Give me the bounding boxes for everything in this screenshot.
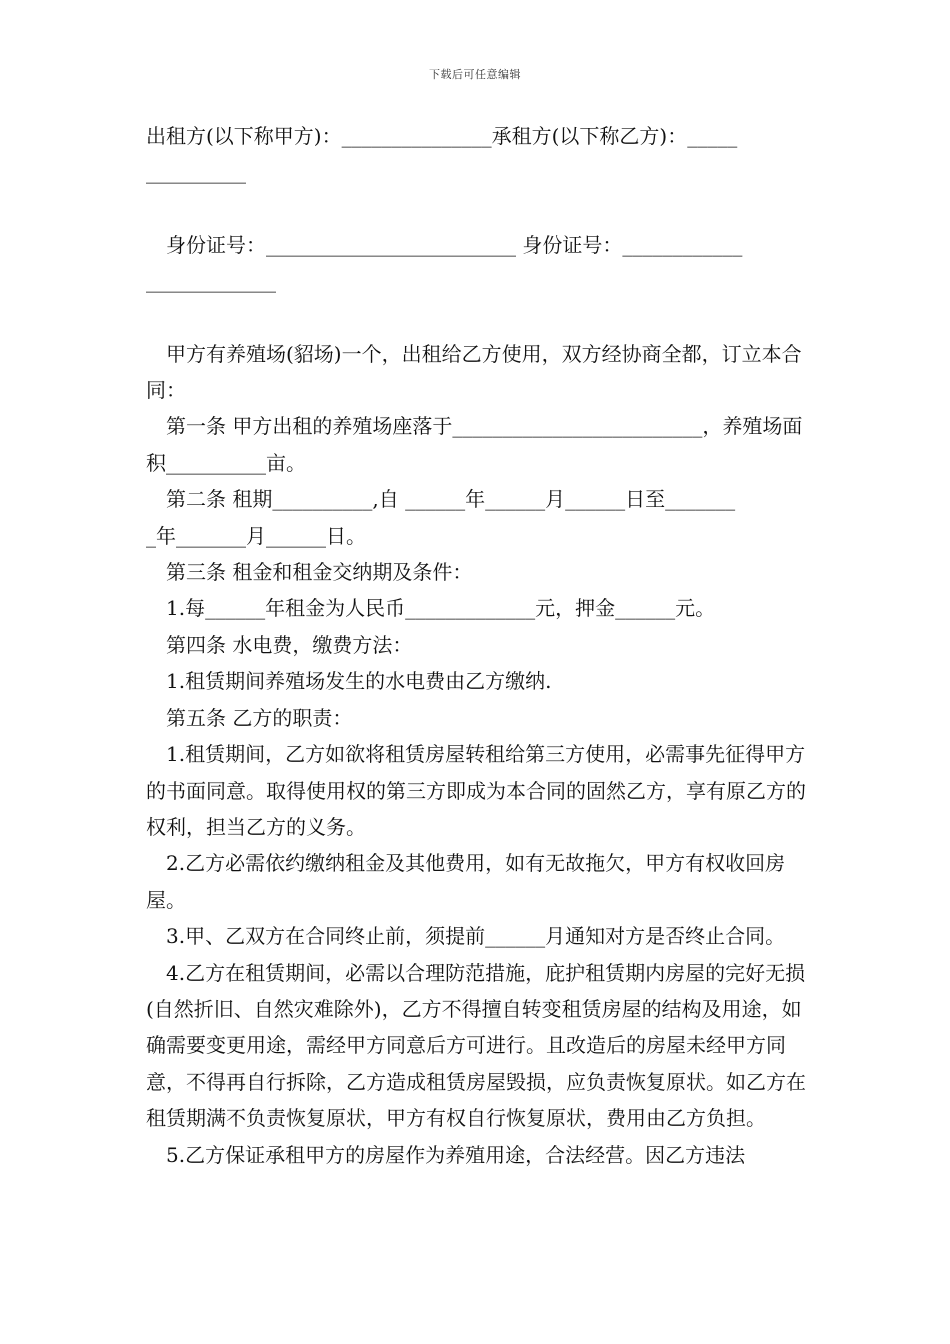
article-5-item-2: 2.乙方必需依约缴纳租金及其他费用，如有无故拖欠，甲方有权收回房屋。: [146, 851, 786, 912]
id-number-line: 身份证号：_________________________ 身份证号：____________ _____________: [146, 232, 743, 294]
article-5-title: 第五条 乙方的职责：: [166, 705, 353, 730]
article-5-item-4: 4.乙方在租赁期间，必需以合理防范措施，庇护租赁期内房屋的完好无损(自然折旧、自然灾难除外)，乙方不得擅自转变租赁房屋的结构及用途，如确需要变更用途，需经甲方同意后方可进行。且改造后的房屋未经甲方同意，不得再自行拆除，乙方造成租赁房屋毁损，应负责恢复原状。如乙方在租赁期满不负责恢复原状，甲方有权自行恢复原状，费用由乙方负担。: [146, 960, 806, 1131]
article-4-item-1: 1.租赁期间养殖场发生的水电费由乙方缴纳.: [166, 669, 552, 694]
article-5-item-1: 1.租赁期间，乙方如欲将租赁房屋转租给第三方使用，必需事先征得甲方的书面同意。取得使用权的第三方即成为本合同的固然乙方，享有原乙方的权利，担当乙方的义务。: [146, 742, 806, 839]
article-5-item-3: 3.甲、乙双方在合同终止前，须提前______月通知对方是否终止合同。: [166, 924, 786, 949]
article-4-title: 第四条 水电费，缴费方法：: [166, 632, 413, 657]
article-1: 第一条 甲方出租的养殖场座落于_________________________，养殖场面积__________亩。: [146, 414, 803, 475]
contract-body: [146, 118, 808, 1173]
spacer: [146, 300, 808, 336]
intro-paragraph: 甲方有养殖场(貂场)一个，出租给乙方使用，双方经协商全都，订立本合同：: [146, 341, 802, 403]
header-note: 下载后可任意编辑: [429, 68, 521, 81]
spacer: [146, 191, 808, 227]
article-3-title: 第三条 租金和租金交纳期及条件：: [166, 560, 473, 585]
parties-line: 出租方(以下称甲方)：_______________承租方(以下称乙方)：_____ __________: [146, 124, 738, 185]
article-2: 第二条 租期__________,自 ______年______月______日至_______ _年_______月______日。: [146, 487, 736, 548]
article-3-item-1: 1.每______年租金为人民币_____________元，押金______元。: [166, 596, 716, 621]
article-5-item-5: 5.乙方保证承租甲方的房屋作为养殖用途，合法经营。因乙方违法: [166, 1142, 746, 1167]
